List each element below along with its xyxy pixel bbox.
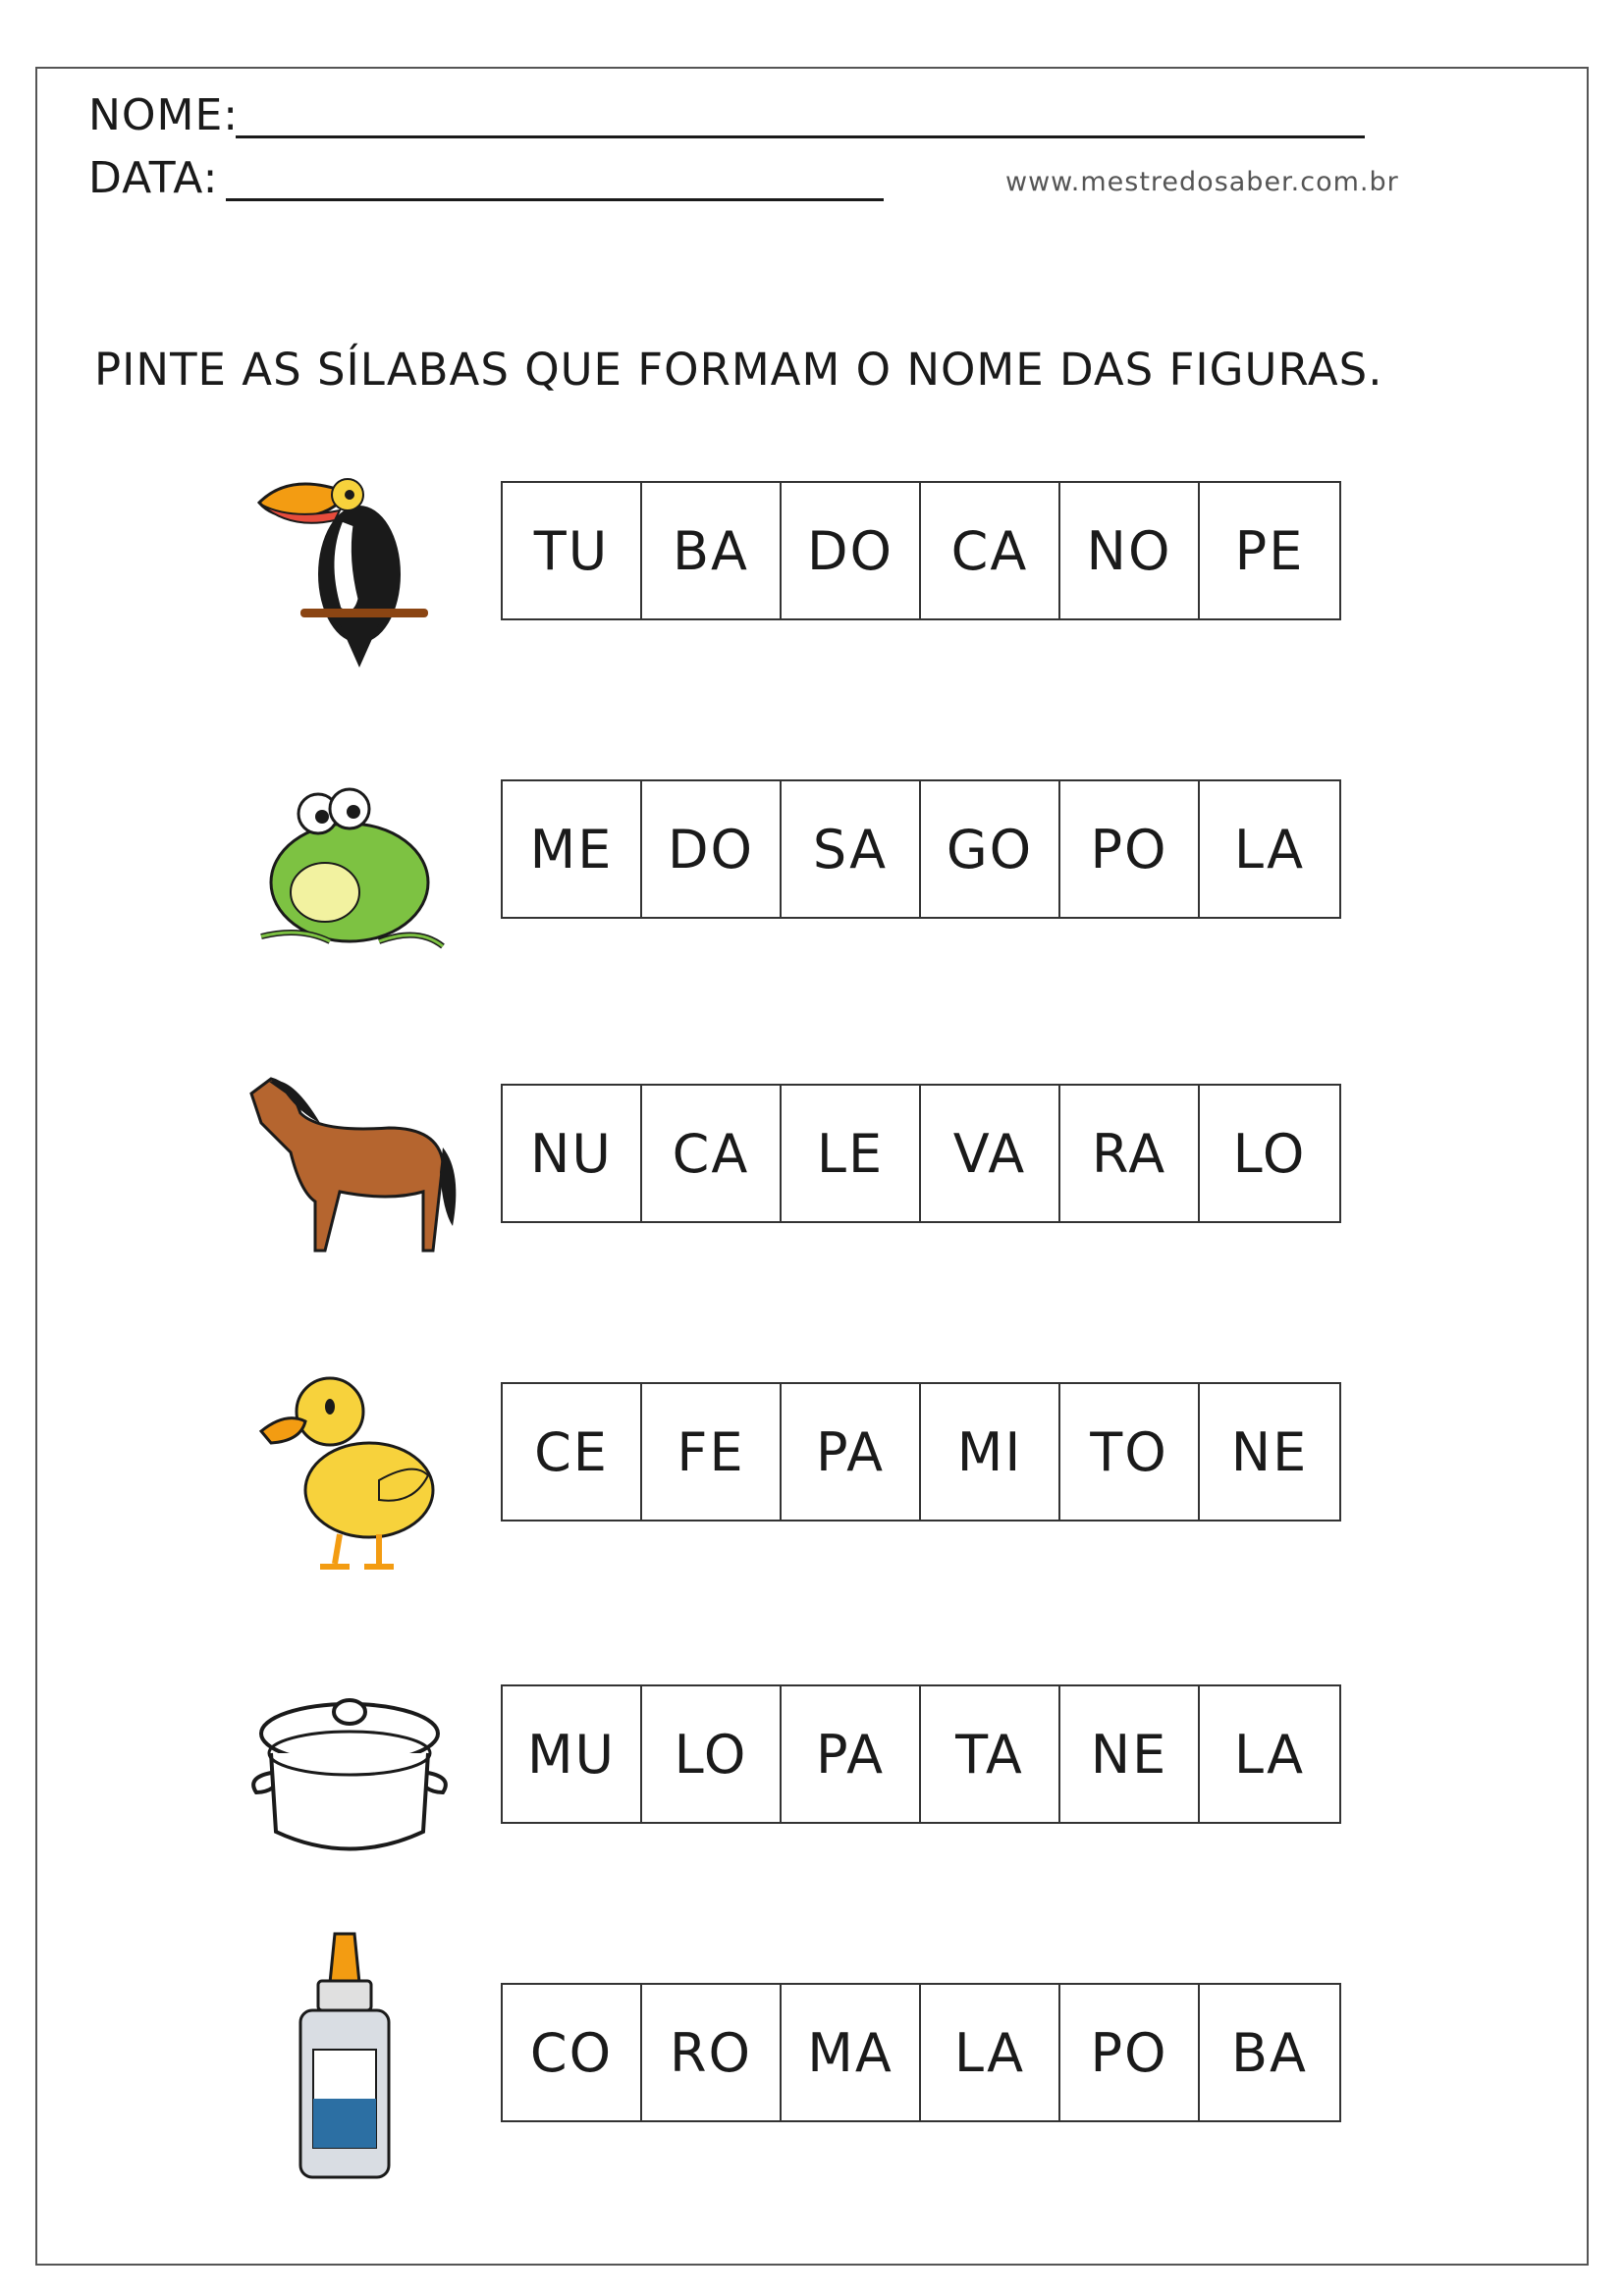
syllable-cell[interactable]: ME [503,781,642,917]
exercise-row-duck [232,1382,1341,1559]
date-line [226,198,884,201]
exercise-row-frog [232,779,1341,956]
syllable-cell[interactable]: FE [642,1384,782,1520]
syllable-cell[interactable]: PO [1060,1985,1200,2120]
exercise-row-toucan [232,481,1341,658]
syllable-cell[interactable]: TA [921,1686,1060,1822]
pot-icon [232,1655,467,1891]
syllable-cell[interactable]: MU [503,1686,642,1822]
website-text: www.mestredosaber.com.br [1005,167,1399,197]
syllable-cell[interactable]: PO [1060,781,1200,917]
syllable-cell[interactable]: NO [1060,483,1200,618]
syllable-cell[interactable]: PA [782,1384,921,1520]
name-label: NOME: [88,90,240,140]
syllable-grid [501,1084,1341,1223]
syllable-cell[interactable]: NU [503,1086,642,1221]
syllable-cell[interactable]: RO [642,1985,782,2120]
syllable-cell[interactable]: TU [503,483,642,618]
syllable-cell[interactable]: NE [1230,1420,1309,1483]
syllable-grid [501,1983,1341,2122]
syllable-cell[interactable]: MA [782,1985,921,2120]
toucan-icon [232,452,467,687]
syllable-cell[interactable]: SA [782,781,921,917]
exercise-row-glue [232,1983,1341,2160]
syllable-cell[interactable]: LA [921,1985,1060,2120]
syllable-cell[interactable]: CO [503,1985,642,2120]
syllable-cell[interactable]: PE [1234,519,1305,582]
glue-icon [232,1924,467,2189]
name-field [88,90,1365,149]
syllable-cell[interactable]: NE [1060,1686,1200,1822]
syllable-cell[interactable]: CE [503,1384,642,1520]
syllable-cell[interactable]: MI [921,1384,1060,1520]
exercise-row-horse [232,1084,1341,1260]
syllable-cell[interactable]: BA [1231,2021,1308,2084]
syllable-cell[interactable]: PA [782,1686,921,1822]
syllable-grid [501,779,1341,919]
syllable-grid [501,481,1341,620]
syllable-cell[interactable]: LO [1232,1122,1307,1185]
syllable-cell[interactable]: LO [642,1686,782,1822]
syllable-cell[interactable]: RA [1060,1086,1200,1221]
syllable-cell[interactable]: TO [1060,1384,1200,1520]
syllable-cell[interactable]: LE [782,1086,921,1221]
syllable-cell[interactable]: DO [642,781,782,917]
syllable-grid [501,1684,1341,1824]
syllable-cell[interactable]: BA [642,483,782,618]
exercise-row-pot [232,1684,1341,1861]
syllable-cell[interactable]: LA [1233,1723,1306,1786]
date-label: DATA: [88,153,219,203]
syllable-cell[interactable]: DO [782,483,921,618]
name-line [236,135,1365,138]
syllable-cell[interactable]: GO [921,781,1060,917]
syllable-cell[interactable]: LA [1233,818,1306,881]
date-field [88,153,1070,212]
syllable-cell[interactable]: CA [921,483,1060,618]
duck-icon [232,1353,467,1588]
frog-icon [232,750,467,986]
syllable-cell[interactable]: VA [921,1086,1060,1221]
syllable-cell[interactable]: CA [642,1086,782,1221]
horse-icon [232,1054,467,1290]
instruction-text: PINTE AS SÍLABAS QUE FORMAM O NOME DAS FIGURAS. [94,344,1383,396]
syllable-grid [501,1382,1341,1522]
